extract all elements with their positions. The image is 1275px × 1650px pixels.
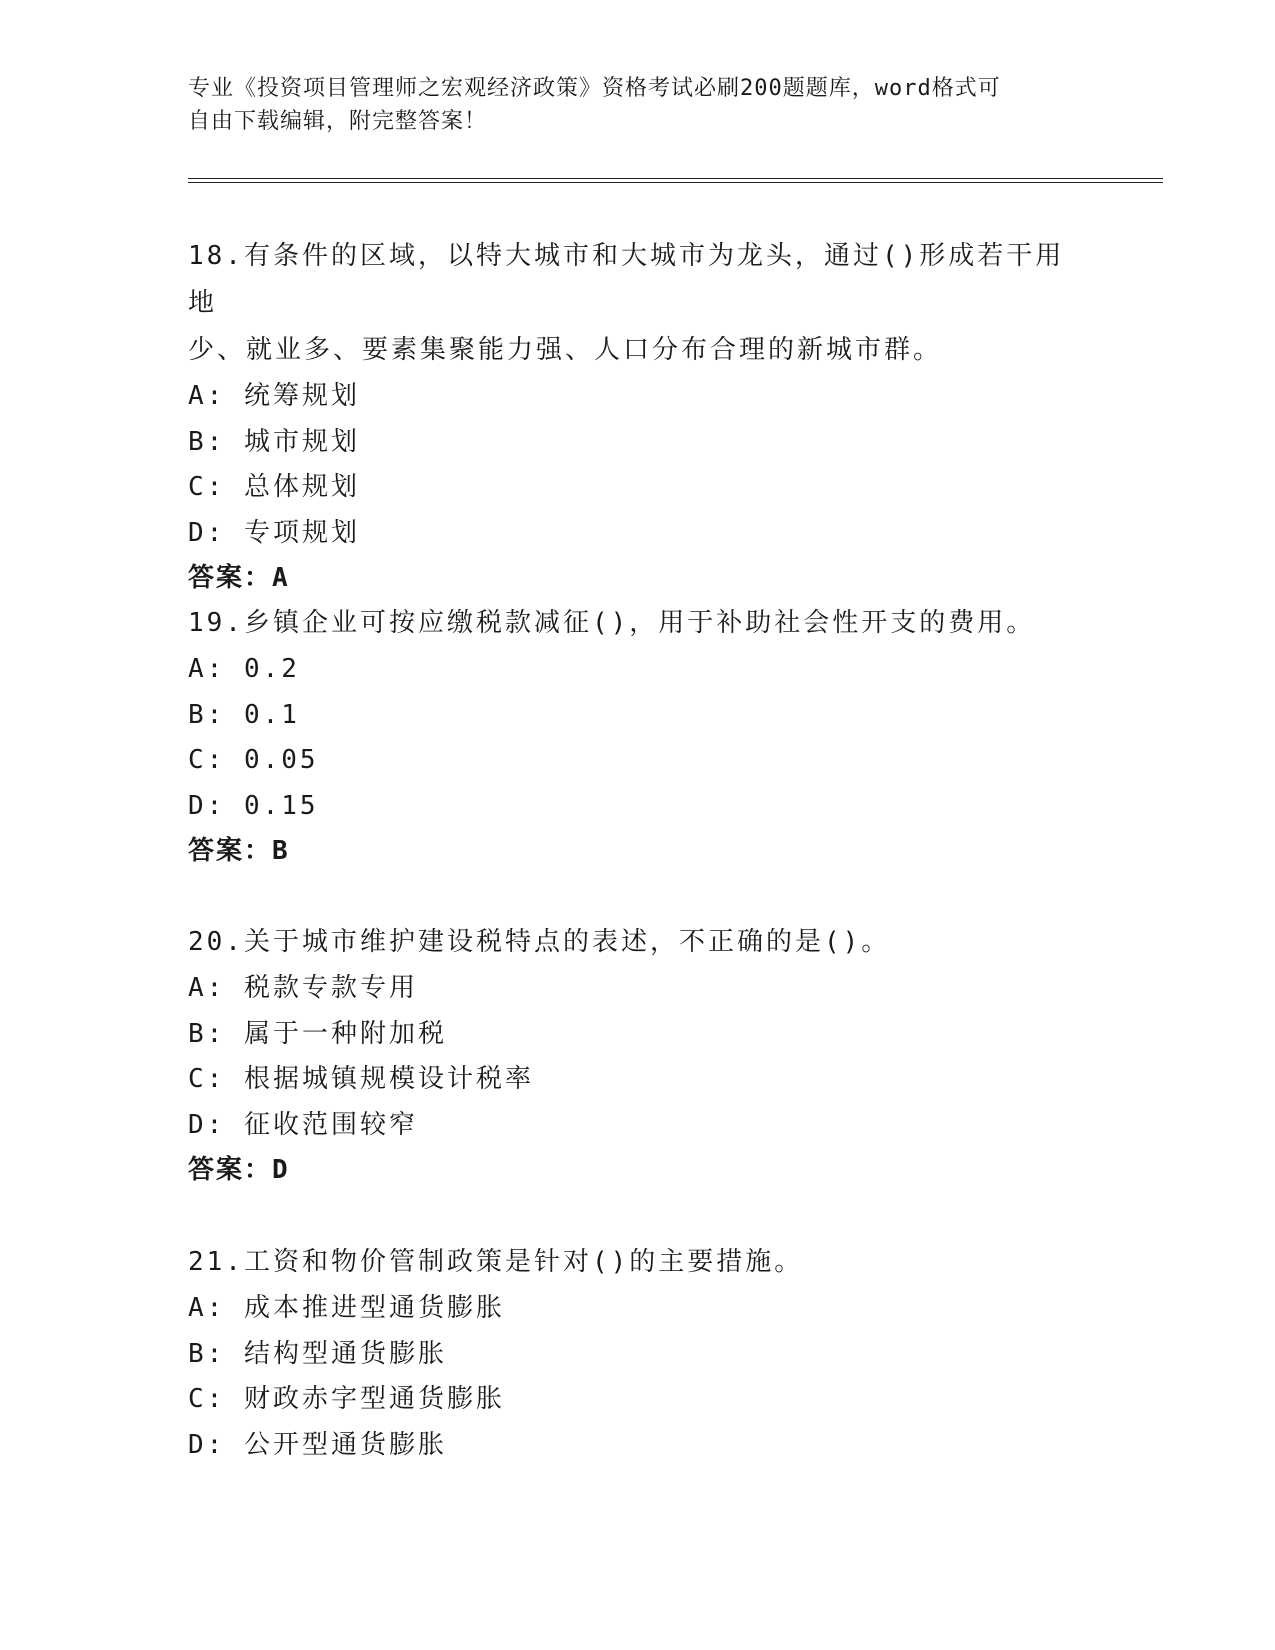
question-20 bbox=[188, 919, 1088, 1194]
question-stem bbox=[188, 233, 1088, 374]
option-a: A: 成本推进型通货膨胀 bbox=[188, 1293, 505, 1323]
option-c: C: 0.05 bbox=[188, 745, 319, 775]
option-a: A: 0.2 bbox=[188, 654, 300, 684]
option-a: A: 统筹规划 bbox=[188, 381, 360, 411]
question-stem: 19.乡镇企业可按应缴税款减征()，用于补助社会性开支的费用。 bbox=[188, 608, 1036, 638]
question-stem: 21.工资和物价管制政策是针对()的主要措施。 bbox=[188, 1247, 804, 1277]
answer-line: 答案：D bbox=[188, 1155, 290, 1185]
question-stem-line-1: 18.有条件的区域，以特大城市和大城市为龙头，通过()形成若干用地 bbox=[188, 241, 1065, 318]
header-line-2: 自由下载编辑，附完整答案！ bbox=[188, 109, 488, 134]
option-d: D: 0.15 bbox=[188, 790, 319, 821]
header-divider bbox=[188, 178, 1163, 183]
question-18 bbox=[188, 233, 1088, 602]
document-header bbox=[188, 72, 1088, 138]
question-stem-line-2: 少、就业多、要素集聚能力强、人口分布合理的新城市群。 bbox=[188, 335, 943, 365]
option-d: D: 征收范围较窄 bbox=[188, 1109, 418, 1140]
answer-line: 答案：A bbox=[188, 563, 290, 593]
option-c: C: 根据城镇规模设计税率 bbox=[188, 1064, 534, 1094]
option-b: B: 城市规划 bbox=[188, 426, 360, 457]
question-stem: 20.关于城市维护建设税特点的表述，不正确的是()。 bbox=[188, 927, 891, 957]
option-b: B: 结构型通货膨胀 bbox=[188, 1338, 447, 1369]
option-d: D: 公开型通货膨胀 bbox=[188, 1429, 447, 1460]
header-line-1: 专业《投资项目管理师之宏观经济政策》资格考试必刷200题题库，word格式可 bbox=[188, 76, 1001, 101]
option-b: B: 0.1 bbox=[188, 699, 300, 730]
answer-line: 答案：B bbox=[188, 836, 290, 866]
option-c: C: 总体规划 bbox=[188, 472, 360, 502]
option-c: C: 财政赤字型通货膨胀 bbox=[188, 1384, 505, 1414]
option-b: B: 属于一种附加税 bbox=[188, 1018, 447, 1049]
option-a: A: 税款专款专用 bbox=[188, 973, 418, 1003]
option-d: D: 专项规划 bbox=[188, 517, 360, 548]
question-19 bbox=[188, 600, 1088, 875]
question-21 bbox=[188, 1239, 1088, 1468]
